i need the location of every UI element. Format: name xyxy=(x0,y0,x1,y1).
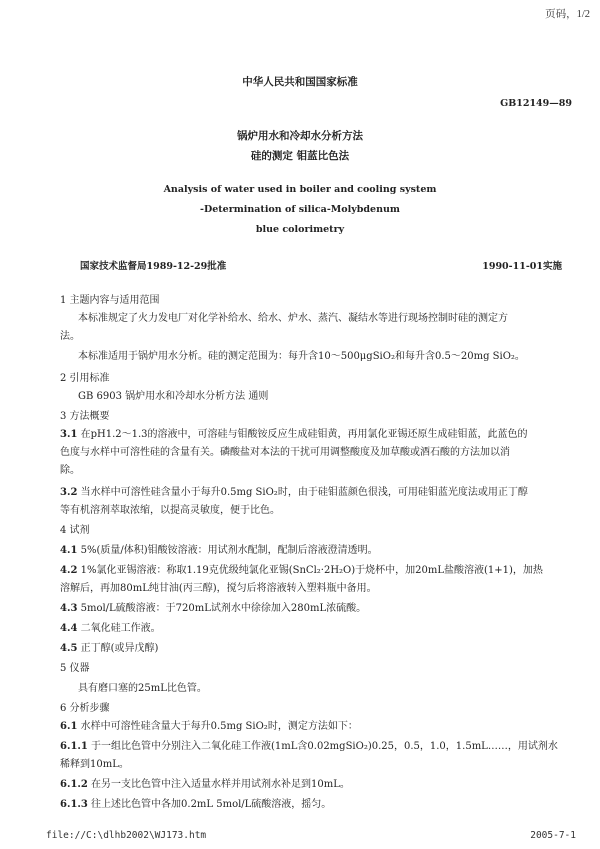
section-1-para-1a: 本标准规定了火力发电厂对化学补给水、给水、炉水、蒸汽、凝结水等进行现场控制时硅的测定方 xyxy=(78,313,508,324)
title-en-line3: blue colorimetry xyxy=(255,224,345,235)
section-1-para-2: 本标准适用于锅炉用水分析。硅的测定范围为：每升含10～500μgSiO₂和每升含0.5～20mg SiO₂。 xyxy=(78,351,525,362)
clause-number: 6.1.1 xyxy=(60,741,88,752)
clause-6-1-1-line2: 稀释到10mL。 xyxy=(60,759,129,770)
country-standard-heading: 中华人民共和国国家标准 xyxy=(242,76,358,88)
section-1-heading: 1 主题内容与适用范围 xyxy=(60,295,160,306)
clause-number: 6.1.3 xyxy=(60,799,88,810)
clause-number: 4.1 xyxy=(60,545,78,556)
clause-text: 往上述比色管中各加0.2mL 5mol/L硫酸溶液，摇匀。 xyxy=(91,799,332,810)
clause-number: 3.1 xyxy=(60,429,78,440)
clause-4-2-line2: 溶解后，再加80mL纯甘油(丙三醇)，搅匀后将溶液转入塑料瓶中备用。 xyxy=(60,583,377,594)
section-2-heading: 2 引用标准 xyxy=(60,373,110,384)
section-4-heading: 4 试剂 xyxy=(60,525,90,536)
section-5-para: 具有磨口塞的25mL比色管。 xyxy=(78,683,207,694)
clause-6-1-2 xyxy=(60,778,350,792)
page-number-label: 页码，1/2 xyxy=(545,9,590,20)
title-en-line2: -Determination of silica-Molybdenum xyxy=(200,204,400,215)
clause-text: 在pH1.2～1.3的溶液中，可溶硅与钼酸铵反应生成硅钼黄，再用氯化亚锡还原生成硅钼蓝，此蓝色的 xyxy=(80,429,528,440)
clause-number: 6.1.2 xyxy=(60,779,88,790)
clause-number: 4.2 xyxy=(60,565,78,576)
clause-6-1-1 xyxy=(60,740,558,754)
clause-number: 3.2 xyxy=(60,487,78,498)
section-3-heading: 3 方法概要 xyxy=(60,411,110,422)
section-1-para-1b: 法。 xyxy=(60,331,80,342)
title-cn-line2: 硅的测定 钼蓝比色法 xyxy=(250,150,350,162)
footer-file-path: file://C:\dlhb2002\WJ173.htm xyxy=(46,830,207,841)
clause-text: 5mol/L硫酸溶液：于720mL试剂水中徐徐加入280mL浓硫酸。 xyxy=(80,603,367,614)
clause-4-5 xyxy=(60,642,158,656)
clause-text: 当水样中可溶性硅含量小于每升0.5mg SiO₂时，由于硅钼蓝颜色很浅，可用硅钼蓝光度法或用正丁醇 xyxy=(80,487,528,498)
approval-line: 国家技术监督局1989-12-29批准 xyxy=(80,261,227,272)
clause-text: 二氧化硅工作液。 xyxy=(80,623,161,634)
clause-4-3 xyxy=(60,602,366,616)
clause-4-4 xyxy=(60,622,161,636)
standard-number: GB12149—89 xyxy=(500,98,572,109)
clause-4-1 xyxy=(60,544,378,558)
clause-4-2 xyxy=(60,564,543,578)
clause-text: 5%(质量/体积)钼酸铵溶液：用试剂水配制，配制后溶液澄清透明。 xyxy=(80,545,378,556)
clause-number: 4.4 xyxy=(60,623,78,634)
clause-3-1 xyxy=(60,428,528,442)
clause-number: 4.3 xyxy=(60,603,78,614)
section-2-para: GB 6903 锅炉用水和冷却水分析方法 通则 xyxy=(78,391,269,402)
footer-date: 2005-7-1 xyxy=(530,830,576,841)
clause-6-1 xyxy=(60,720,358,734)
clause-text: 1%氯化亚锡溶液：称取1.19克优级纯氯化亚锡(SnCl₂·2H₂O)于烧杯中，加20mL盐酸溶液(1+1)，加热 xyxy=(80,565,543,576)
clause-3-1-line2: 色度与水样中可溶性硅的含量有关。磷酸盐对本法的干扰可用调整酸度及加草酸或酒石酸的方法加以消 xyxy=(60,447,510,458)
clause-6-1-3 xyxy=(60,798,331,812)
title-cn-line1: 锅炉用水和冷却水分析方法 xyxy=(237,130,363,142)
clause-text: 在另一支比色管中注入适量水样并用试剂水补足到10mL。 xyxy=(91,779,350,790)
clause-3-2-line2: 等有机溶剂萃取浓缩，以提高灵敏度，便于比色。 xyxy=(60,505,280,516)
clause-text: 水样中可溶性硅含量大于每升0.5mg SiO₂时，测定方法如下： xyxy=(80,721,358,732)
clause-number: 6.1 xyxy=(60,721,78,732)
effective-date: 1990-11-01实施 xyxy=(482,261,562,272)
section-6-heading: 6 分析步骤 xyxy=(60,703,110,714)
clause-text: 于一组比色管中分别注入二氧化硅工作液(1mL含0.02mgSiO₂)0.25，0.5，1.0，1.5mL……，用试剂水 xyxy=(91,741,558,752)
section-5-heading: 5 仪器 xyxy=(60,663,90,674)
clause-3-1-line3: 除。 xyxy=(60,465,80,476)
clause-3-2 xyxy=(60,486,528,500)
clause-number: 4.5 xyxy=(60,643,78,654)
clause-text: 正丁醇(或异戊醇) xyxy=(80,643,159,654)
title-en-line1: Analysis of water used in boiler and cooling system xyxy=(163,184,437,195)
